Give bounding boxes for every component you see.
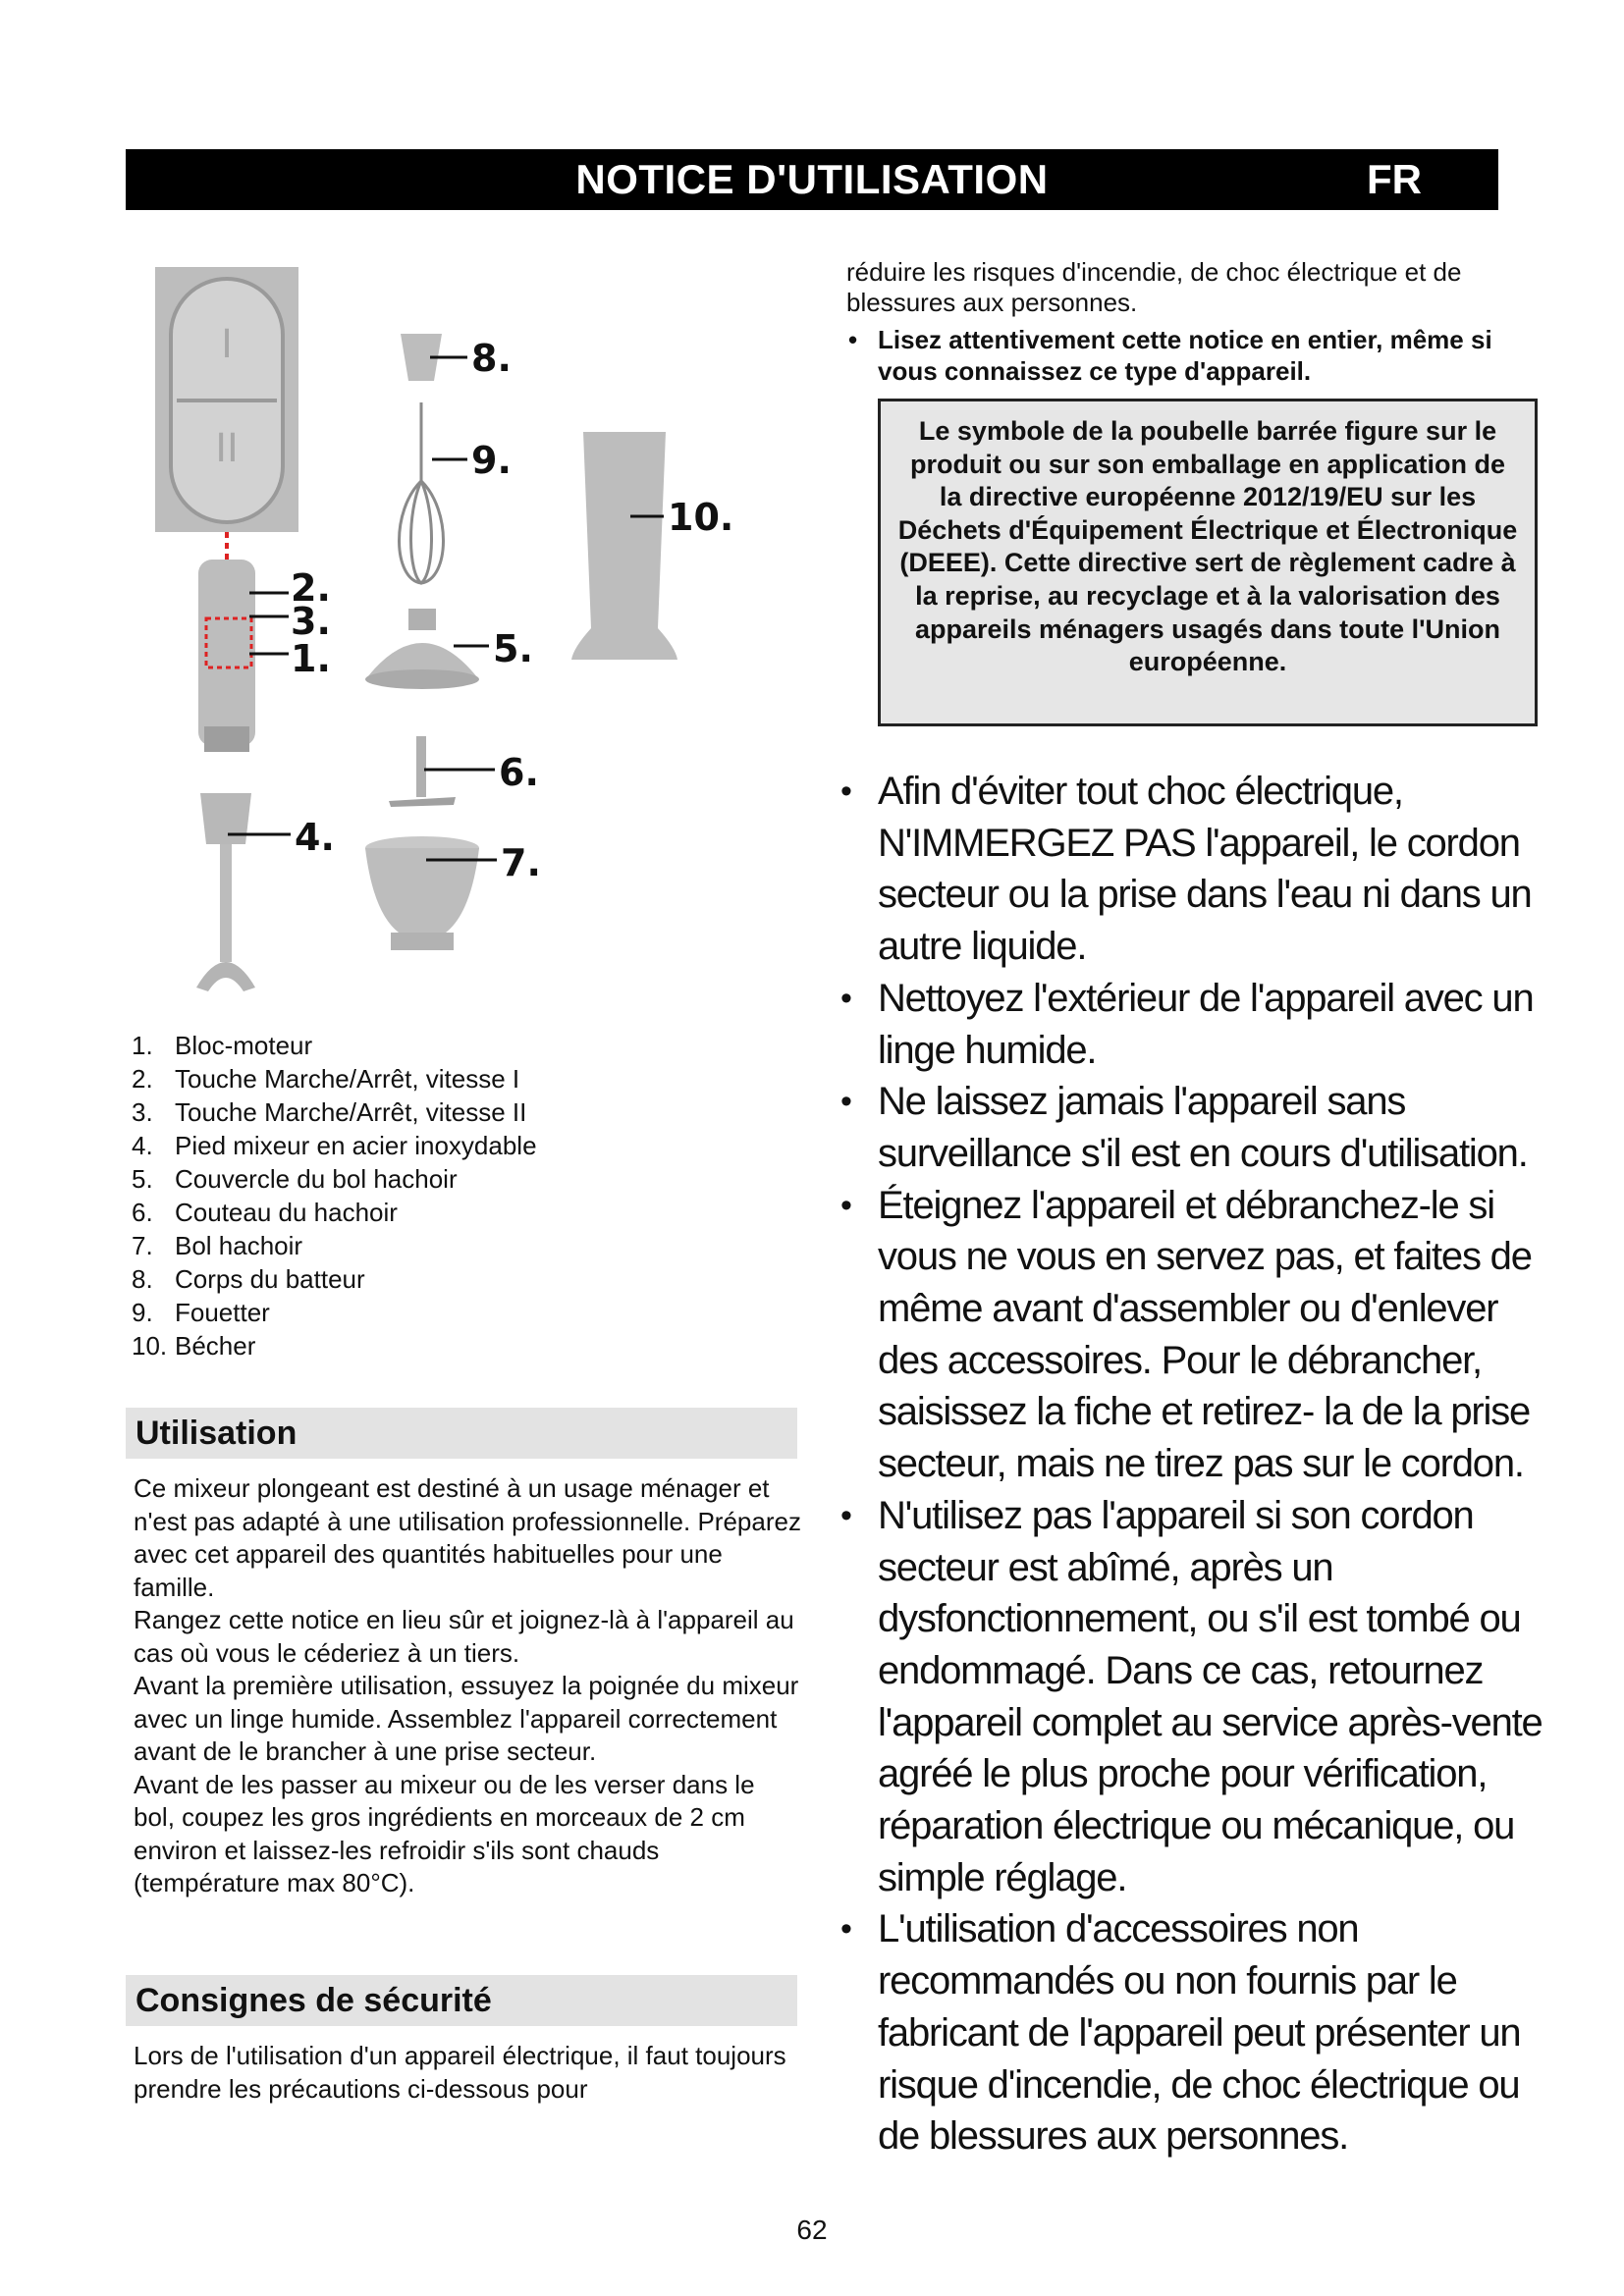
bullet-dot: • <box>848 325 858 354</box>
paragraph: Ce mixeur plongeant est destiné à un usage ménager et n'est pas adapté à une utilisation professionnelle. Préparez avec cet appareil des quantités habituelles pour une famille. <box>134 1473 801 1602</box>
paragraph: Rangez cette notice en lieu sûr et joignez-là à l'appareil au cas où vous le céderiez à un tiers. <box>134 1605 794 1668</box>
button-mark-2: II <box>215 426 239 471</box>
label-2: 2. <box>291 566 331 610</box>
list-item: 10. Bécher <box>132 1331 256 1361</box>
list-item: 6. Couteau du hachoir <box>132 1198 398 1227</box>
whisk <box>399 402 443 583</box>
chopper-lid <box>365 609 479 689</box>
list-item: 8. Corps du batteur <box>132 1264 365 1294</box>
utilisation-text <box>134 1472 801 1900</box>
label-6: 6. <box>499 751 539 794</box>
label-8: 8. <box>471 337 512 380</box>
paragraph: Avant de les passer au mixeur ou de les verser dans le bol, coupez les gros ingrédients en morceaux de 2 cm environ et laissez-les refroidir s'ils sont chauds (température max 80°C). <box>134 1769 755 1897</box>
securite-intro-continued: réduire les risques d'incendie, de choc électrique et de blessures aux personnes. <box>846 257 1462 317</box>
label-10: 10. <box>668 496 734 539</box>
list-item: • N'utilisez pas l'appareil si son cordon secteur est abîmé, après un dysfonctionnement, ou s'il est tombé ou endommagé. Dans ce cas, retournez l'appareil complet au service après-vente agréé le plus proche pour vérification, réparation électrique ou mécanique, ou simple réglage. <box>840 1493 1543 1899</box>
list-item: 3. Touche Marche/Arrêt, vitesse II <box>132 1097 527 1127</box>
list-item: 9. Fouetter <box>132 1298 270 1327</box>
blender-foot <box>196 793 255 991</box>
list-item: 5. Couvercle du bol hachoir <box>132 1164 458 1194</box>
label-4: 4. <box>295 816 335 859</box>
label-7: 7. <box>501 841 541 884</box>
parts-list <box>132 1029 537 1362</box>
control-panel-closeup <box>155 267 298 581</box>
list-item: 1. Bloc-moteur <box>132 1031 313 1060</box>
section-title: Consignes de sécurité <box>135 1982 492 2019</box>
product-illustration <box>126 255 793 1011</box>
list-item: 4. Pied mixeur en acier inoxydable <box>132 1131 537 1160</box>
list-item: • Éteignez l'appareil et débranchez-le si vous ne vous en servez pas, et faites de même avant d'assembler ou d'enlever des accessoires. Pour le débrancher, saisissez la fiche et retirez- la de la prise secteur, mais ne tirez pas sur le cordon. <box>840 1183 1532 1486</box>
section-header-securite <box>126 1975 797 2026</box>
securite-intro: Lors de l'utilisation d'un appareil électrique, il faut toujours prendre les précautions ci-dessous pour <box>134 2041 786 2104</box>
weee-notice-box: Le symbole de la poubelle barrée figure sur le produit ou sur son emballage en application de la directive européenne 2012/19/EU sur les Déchets d'Équipement Électrique et Électronique (DEEE). Cette directive sert de règlement cadre à la reprise, au recyclage et à la valorisation des appareils ménagers usagés dans toute l'Union européenne. <box>878 399 1538 726</box>
label-3: 3. <box>291 600 331 643</box>
label-9: 9. <box>471 439 512 482</box>
chopper-bowl <box>365 836 479 950</box>
section-header-utilisation <box>126 1408 797 1459</box>
label-5: 5. <box>493 627 533 670</box>
language-code: FR <box>1367 156 1422 202</box>
section-title: Utilisation <box>135 1415 298 1452</box>
page-number: 62 <box>796 2215 828 2245</box>
list-item: • Ne laissez jamais l'appareil sans surveillance s'il est en cours d'utilisation. <box>840 1080 1528 1175</box>
motor-unit <box>198 560 255 752</box>
list-item: • Nettoyez l'extérieur de l'appareil avec un linge humide. <box>840 976 1534 1072</box>
bold-bullet: • Lisez attentivement cette notice en entier, même si vous connaissez ce type d'appareil. <box>848 325 1492 386</box>
label-1: 1. <box>291 637 331 680</box>
list-item: 2. Touche Marche/Arrêt, vitesse I <box>132 1064 520 1094</box>
header-bar <box>126 149 1498 210</box>
chopper-knife <box>389 736 456 807</box>
list-item: • Afin d'éviter tout choc électrique, N'IMMERGEZ PAS l'appareil, le cordon secteur ou la prise dans l'eau ni dans un autre liquide. <box>840 770 1532 969</box>
page-title: NOTICE D'UTILISATION <box>575 156 1049 202</box>
beaker <box>571 432 677 660</box>
safety-bullets <box>840 766 1547 2163</box>
button-mark-1: I <box>221 322 233 367</box>
list-item: 7. Bol hachoir <box>132 1231 303 1260</box>
paragraph: Avant la première utilisation, essuyez la poignée du mixeur avec un linge humide. Assemblez l'appareil correctement avant de le brancher à une prise secteur. <box>134 1671 799 1766</box>
list-item: • L'utilisation d'accessoires non recommandés ou non fournis par le fabricant de l'appareil peut présenter un risque d'incendie, de choc électrique ou de blessures aux personnes. <box>840 1907 1521 2159</box>
